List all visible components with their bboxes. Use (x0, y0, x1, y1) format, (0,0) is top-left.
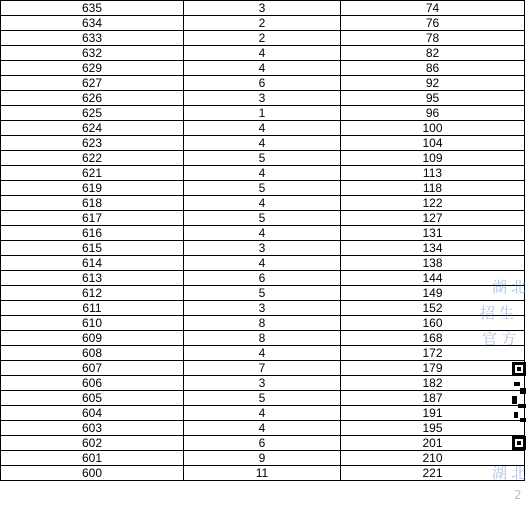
cumulative-cell: 210 (341, 451, 525, 466)
count-cell: 4 (184, 196, 341, 211)
score-cell: 610 (1, 316, 184, 331)
score-cell: 627 (1, 76, 184, 91)
cumulative-cell: 149 (341, 286, 525, 301)
cumulative-cell: 160 (341, 316, 525, 331)
table-row (1, 196, 525, 211)
count-cell: 4 (184, 256, 341, 271)
score-cell: 626 (1, 91, 184, 106)
table-row (1, 376, 525, 391)
cumulative-cell: 168 (341, 331, 525, 346)
cumulative-cell: 152 (341, 301, 525, 316)
cumulative-cell: 138 (341, 256, 525, 271)
count-cell: 3 (184, 91, 341, 106)
count-cell: 4 (184, 346, 341, 361)
score-cell: 617 (1, 211, 184, 226)
count-cell: 5 (184, 391, 341, 406)
table-row (1, 436, 525, 451)
cumulative-cell: 109 (341, 151, 525, 166)
count-cell: 5 (184, 181, 341, 196)
cumulative-cell: 131 (341, 226, 525, 241)
score-cell: 632 (1, 46, 184, 61)
cumulative-cell: 187 (341, 391, 525, 406)
table-row (1, 256, 525, 271)
table-row (1, 91, 525, 106)
score-cell: 614 (1, 256, 184, 271)
table-row (1, 226, 525, 241)
count-cell: 4 (184, 121, 341, 136)
count-cell: 6 (184, 76, 341, 91)
score-cell: 606 (1, 376, 184, 391)
watermark-text: 湖北 (492, 464, 530, 482)
count-cell: 2 (184, 31, 341, 46)
watermark-text: 2 (514, 488, 526, 502)
table-row (1, 121, 525, 136)
score-cell: 601 (1, 451, 184, 466)
score-cell: 613 (1, 271, 184, 286)
table-row (1, 421, 525, 436)
cumulative-cell: 201 (341, 436, 525, 451)
score-cell: 623 (1, 136, 184, 151)
score-cell: 629 (1, 61, 184, 76)
score-cell: 604 (1, 406, 184, 421)
count-cell: 4 (184, 46, 341, 61)
cumulative-cell: 96 (341, 106, 525, 121)
cumulative-cell: 118 (341, 181, 525, 196)
score-cell: 622 (1, 151, 184, 166)
table-row (1, 31, 525, 46)
cumulative-cell: 144 (341, 271, 525, 286)
count-cell: 5 (184, 211, 341, 226)
count-cell: 3 (184, 241, 341, 256)
count-cell: 11 (184, 466, 341, 481)
table-row (1, 301, 525, 316)
score-cell: 616 (1, 226, 184, 241)
count-cell: 4 (184, 406, 341, 421)
table-row (1, 136, 525, 151)
watermark-text: 官方 (482, 330, 521, 348)
score-cell: 609 (1, 331, 184, 346)
count-cell: 6 (184, 436, 341, 451)
score-cell: 618 (1, 196, 184, 211)
watermark-text: 湖北 (492, 278, 530, 296)
table-row (1, 286, 525, 301)
count-cell: 8 (184, 316, 341, 331)
table-row (1, 331, 525, 346)
score-cell: 612 (1, 286, 184, 301)
table-row (1, 181, 525, 196)
table-row (1, 451, 525, 466)
cumulative-cell: 221 (341, 466, 525, 481)
cumulative-cell: 172 (341, 346, 525, 361)
score-cell: 611 (1, 301, 184, 316)
table-row (1, 241, 525, 256)
count-cell: 3 (184, 1, 341, 16)
table-row (1, 316, 525, 331)
cumulative-cell: 82 (341, 46, 525, 61)
cumulative-cell: 74 (341, 1, 525, 16)
score-cell: 608 (1, 346, 184, 361)
count-cell: 5 (184, 151, 341, 166)
count-cell: 4 (184, 421, 341, 436)
cumulative-cell: 122 (341, 196, 525, 211)
cumulative-cell: 195 (341, 421, 525, 436)
table-row (1, 106, 525, 121)
count-cell: 4 (184, 166, 341, 181)
score-table-body (1, 1, 525, 481)
count-cell: 4 (184, 226, 341, 241)
cumulative-cell: 127 (341, 211, 525, 226)
count-cell: 3 (184, 301, 341, 316)
table-row (1, 16, 525, 31)
score-cell: 633 (1, 31, 184, 46)
cumulative-cell: 182 (341, 376, 525, 391)
score-cell: 605 (1, 391, 184, 406)
count-cell: 4 (184, 61, 341, 76)
count-cell: 7 (184, 361, 341, 376)
count-cell: 6 (184, 271, 341, 286)
count-cell: 5 (184, 286, 341, 301)
score-cell: 615 (1, 241, 184, 256)
cumulative-cell: 104 (341, 136, 525, 151)
cumulative-cell: 92 (341, 76, 525, 91)
cumulative-cell: 100 (341, 121, 525, 136)
cumulative-cell: 134 (341, 241, 525, 256)
cumulative-cell: 95 (341, 91, 525, 106)
table-row (1, 466, 525, 481)
table-row (1, 211, 525, 226)
table-row (1, 166, 525, 181)
table-row (1, 406, 525, 421)
count-cell: 3 (184, 376, 341, 391)
count-cell: 4 (184, 136, 341, 151)
table-row (1, 76, 525, 91)
table-row (1, 361, 525, 376)
table-row (1, 346, 525, 361)
table-row (1, 1, 525, 16)
cumulative-cell: 191 (341, 406, 525, 421)
table-row (1, 61, 525, 76)
count-cell: 1 (184, 106, 341, 121)
table-row (1, 271, 525, 286)
score-cell: 625 (1, 106, 184, 121)
score-cell: 634 (1, 16, 184, 31)
score-cell: 602 (1, 436, 184, 451)
count-cell: 2 (184, 16, 341, 31)
cumulative-cell: 113 (341, 166, 525, 181)
count-cell: 9 (184, 451, 341, 466)
table-row (1, 46, 525, 61)
score-cell: 603 (1, 421, 184, 436)
score-cell: 619 (1, 181, 184, 196)
watermark-text: 招生 (480, 304, 519, 322)
score-cell: 635 (1, 1, 184, 16)
table-row (1, 151, 525, 166)
score-cell: 624 (1, 121, 184, 136)
cumulative-cell: 179 (341, 361, 525, 376)
score-cell: 621 (1, 166, 184, 181)
cumulative-cell: 76 (341, 16, 525, 31)
score-cell: 607 (1, 361, 184, 376)
cumulative-cell: 86 (341, 61, 525, 76)
count-cell: 8 (184, 331, 341, 346)
table-row (1, 391, 525, 406)
score-cell: 600 (1, 466, 184, 481)
cumulative-cell: 78 (341, 31, 525, 46)
